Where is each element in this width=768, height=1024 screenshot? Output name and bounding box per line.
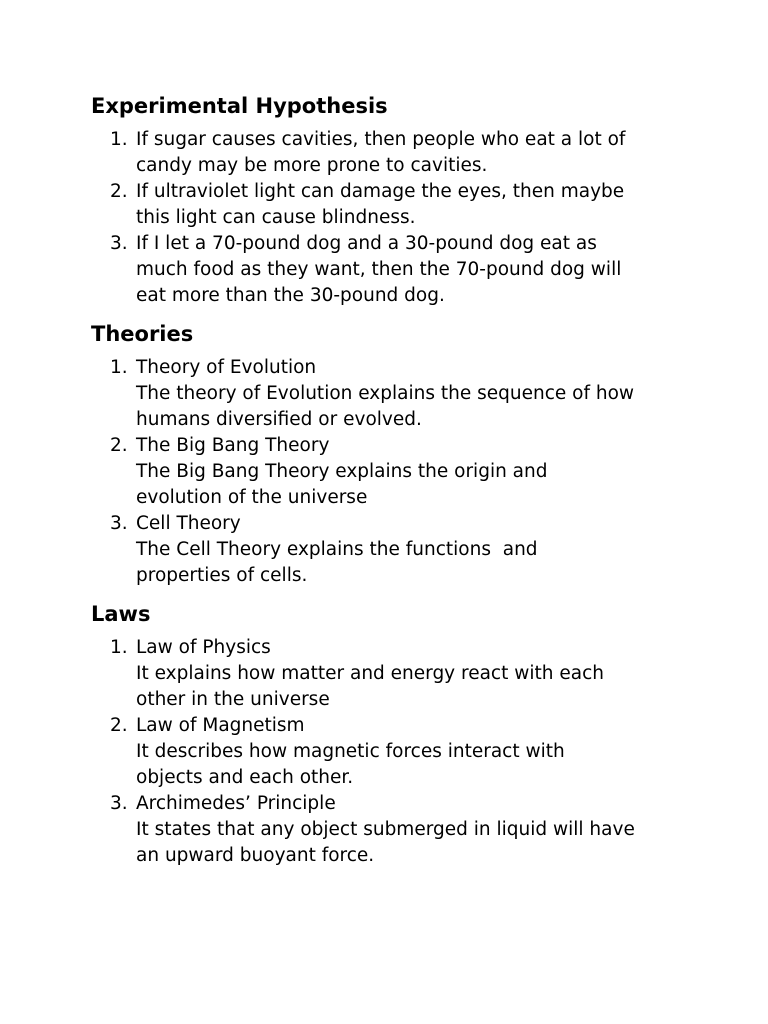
list-number: 2. (110, 715, 128, 736)
item-title: Law of Magnetism (136, 715, 305, 736)
list-number: 3. (110, 233, 128, 254)
list-number: 1. (110, 357, 128, 378)
item-text-line: an upward buoyant force. (136, 845, 375, 866)
item-text-line: It explains how matter and energy react with each (136, 663, 604, 684)
list-item (91, 433, 691, 511)
section-theories (91, 319, 691, 589)
item-text-line: If sugar causes cavities, then people who eat a lot of (136, 129, 626, 150)
list-number: 3. (110, 793, 128, 814)
item-text-line: The Big Bang Theory explains the origin and (136, 461, 548, 482)
item-text-line: properties of cells. (136, 565, 308, 586)
list-number: 3. (110, 513, 128, 534)
list-item (91, 791, 691, 869)
item-text-line: candy may be more prone to cavities. (136, 155, 488, 176)
hypothesis-list (91, 127, 691, 309)
list-item (91, 231, 691, 309)
theories-list (91, 355, 691, 589)
list-number: 2. (110, 181, 128, 202)
section-heading: Experimental Hypothesis (91, 94, 388, 118)
item-text-line: It states that any object submerged in liquid will have (136, 819, 635, 840)
item-title: Theory of Evolution (136, 357, 317, 378)
list-number: 1. (110, 637, 128, 658)
item-text-line: The Cell Theory explains the functions and (136, 539, 538, 560)
item-text-line: evolution of the universe (136, 487, 368, 508)
item-text-line: The theory of Evolution explains the sequence of how (136, 383, 635, 404)
item-text-line: this light can cause blindness. (136, 207, 416, 228)
section-heading: Theories (91, 322, 194, 346)
list-item (91, 127, 691, 179)
list-item (91, 179, 691, 231)
item-title: The Big Bang Theory (136, 435, 330, 456)
item-text-line: If ultraviolet light can damage the eyes, then maybe (136, 181, 625, 202)
item-text-line: other in the universe (136, 689, 330, 710)
item-title: Law of Physics (136, 637, 271, 658)
section-heading: Laws (91, 602, 151, 626)
list-item (91, 355, 691, 433)
list-item (91, 511, 691, 589)
item-title: Archimedes’ Principle (136, 793, 336, 814)
item-text-line: objects and each other. (136, 767, 354, 788)
list-item (91, 635, 691, 713)
item-text-line: eat more than the 30-pound dog. (136, 285, 445, 306)
section-laws (91, 599, 691, 869)
list-number: 2. (110, 435, 128, 456)
item-text-line: If I let a 70-pound dog and a 30-pound dog eat as (136, 233, 597, 254)
list-item (91, 713, 691, 791)
laws-list (91, 635, 691, 869)
list-number: 1. (110, 129, 128, 150)
item-text-line: much food as they want, then the 70-pound dog will (136, 259, 622, 280)
section-hypothesis (91, 91, 691, 309)
document-page (91, 91, 691, 869)
item-text-line: It describes how magnetic forces interact with (136, 741, 565, 762)
item-text-line: humans diversified or evolved. (136, 409, 422, 430)
item-title: Cell Theory (136, 513, 241, 534)
